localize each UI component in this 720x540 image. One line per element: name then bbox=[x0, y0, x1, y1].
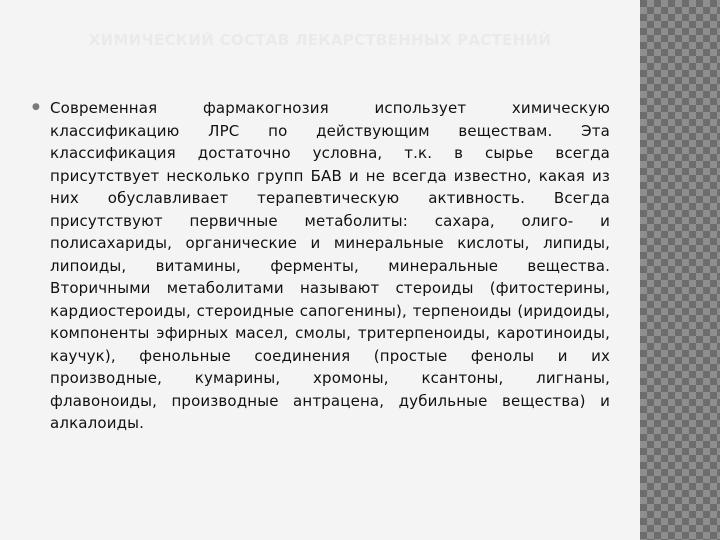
bullet-marker-icon: ● bbox=[32, 102, 40, 112]
slide-content bbox=[30, 97, 610, 435]
decorative-side-pattern bbox=[640, 0, 720, 540]
bullet-text: Современная фармакогнозия использует химическую классификацию ЛРС по действующим веществам. Эта классификация достаточно условна, т.к. в сырье всегда присутствует несколько групп БАВ и не всегда известно, какая из них обуславливает терапевтическую активность. Всегда присутствуют первичные метаболиты: сахара, олиго- и полисахариды, органические и минеральные кислоты, липиды, липоиды, витамины, ферменты, минеральные вещества. Вторичными метаболитами называют стероиды (фитостерины, кардиостероиды, стероидные сапогенины), терпеноиды (иридоиды, компоненты эфирных масел, смолы, тритерпеноиды, каротиноиды, каучук), фенольные соединения (простые фенолы и их производные, кумарины, хромоны, ксантоны, лигнаны, флавоноиды, производные антрацена, дубильные вещества) и алкалоиды. bbox=[50, 99, 610, 432]
slide-title: ХИМИЧЕСКИЙ СОСТАВ ЛЕКАРСТВЕННЫХ РАСТЕНИЙ bbox=[88, 31, 552, 49]
bullet-item bbox=[30, 97, 610, 435]
